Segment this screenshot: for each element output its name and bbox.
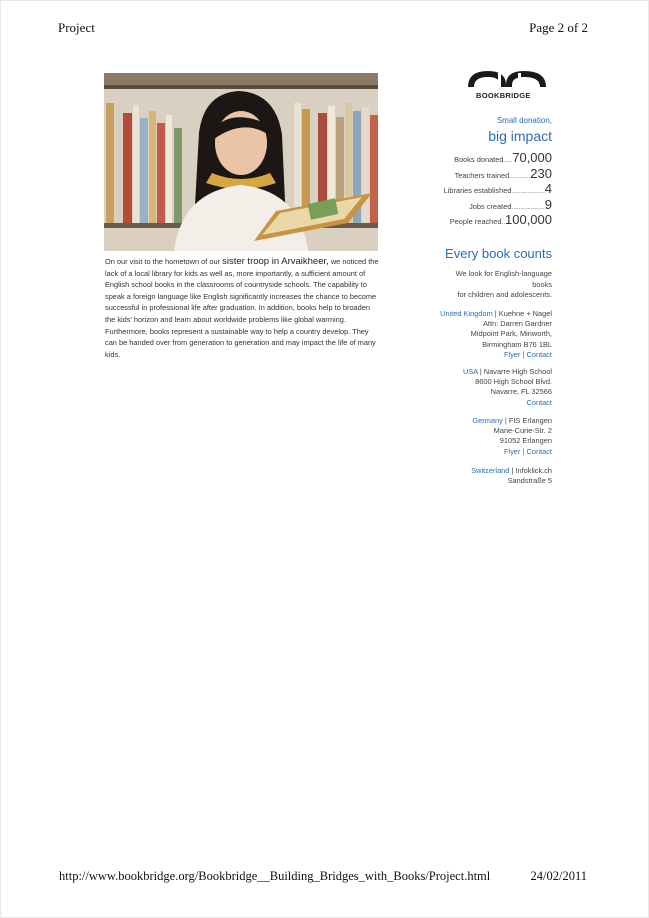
story-highlight: sister troop in Arvaikheer, [222,256,329,267]
stat-label: Teachers trained [454,170,510,180]
looking-for-line-1: We look for English-language [455,269,552,278]
print-footer-url: http://www.bookbridge.org/Bookbridge__Building_Bridges_with_Books/Project.html [59,869,491,883]
stat-books-donated [402,150,552,166]
contact-link[interactable]: Contact [526,349,552,359]
address-switzerland: Switzerland | Infoklick.ch Sandstraße 5 [471,466,552,486]
every-book-counts-heading: Every book counts [445,246,552,261]
country-link-switzerland[interactable]: Switzerland [471,466,510,475]
link-separator: | [522,446,525,456]
small-donation-text: Small donation, [496,116,552,125]
impact-stats [402,150,552,228]
stat-value: 9 [544,196,552,212]
contact-link[interactable]: Contact [526,397,552,407]
org-name: Navarre High School [483,367,552,376]
stat-dots: ..... [503,155,513,164]
looking-for-line-3: for children and adolescents. [457,290,552,299]
org-name: Kuehne + Nagel [498,309,552,318]
stat-dots: .. [501,217,505,226]
print-footer-date: 24/02/2011 [530,869,587,883]
country-link-germany[interactable]: Germany [472,416,503,425]
address-line: 91052 Erlangen [499,436,552,446]
story-body: we noticed the lack of a local library for kids as well as, more importantly, a sufficient amount of English school books in the classrooms of countryside schools. The capability to speak a foreign language like English significantly increases the chance to become successful in professional life after graduation. In addition, books help to broaden the kids' horizon and learn about worldwide problems like global warming. Furthermore, books represent a sustainable way to help a country develop. They can be handed over from generation to generation and may impact the life of many kids. [105,257,379,359]
looking-for-line-2: books [532,279,552,289]
contact-link[interactable]: Contact [526,446,552,456]
stat-value: 100,000 [505,212,552,227]
story-paragraph [105,256,380,360]
country-link-usa[interactable]: USA [462,367,478,376]
print-header-page-number: Page 2 of 2 [529,20,588,35]
flyer-link[interactable]: Flyer [504,446,521,456]
stat-dots: ................... [511,186,545,195]
address-united-kingdom: United Kingdom | Kuehne + Nagel Attn: Darren Gardner Midpoint Park, Minworth, Birmingham B76 1BL Flyer | Contact [440,309,552,359]
stat-label: Jobs created [469,201,512,211]
org-name: Infoklick.ch [515,466,552,475]
stat-jobs-created [402,197,552,213]
org-name: FIS Erlangen [508,416,552,425]
link-separator: | [522,349,525,359]
story-intro: On our visit to the hometown of our [105,257,221,266]
stat-value: 230 [530,165,552,181]
brand-name: BOOKBRIDGE [476,91,531,100]
address-line: Birmingham B76 1BL [482,339,552,349]
stat-label: Libraries established [443,186,512,195]
big-impact-heading: big impact [488,128,552,144]
address-line: 8600 High School Blvd. [475,377,552,387]
address-usa: USA | Navarre High School 8600 High School Blvd. Navarre, FL 32566 Contact [462,367,552,407]
stat-libraries-established [402,181,552,197]
stat-label: Books donated [454,155,504,164]
girl-reading-image [104,73,378,251]
stat-dots: ................... [511,201,545,211]
address-line: Midpoint Park, Minworth, [470,329,552,339]
stat-dots: ............ [509,170,531,180]
stat-value: 4 [544,181,552,196]
address-germany: Germany | FIS Erlangen Marie-Curie-Str. 2 91052 Erlangen Flyer | Contact [472,416,552,456]
address-line: Navarre, FL 32566 [490,387,552,397]
address-line: Attn: Darren Gardner [482,319,552,329]
flyer-link[interactable]: Flyer [504,349,521,359]
stat-teachers-trained [402,166,552,182]
hero-photo [104,73,378,251]
address-line: Marie-Curie-Str. 2 [493,426,552,436]
looking-for-text [402,269,552,301]
stat-value: 70,000 [512,150,552,165]
print-header-title: Project [58,20,95,35]
country-link-uk[interactable]: United Kingdom [440,309,493,318]
stat-label: People reached [449,217,502,226]
stat-people-reached [402,212,552,228]
address-line: Sandstraße 5 [507,476,552,486]
